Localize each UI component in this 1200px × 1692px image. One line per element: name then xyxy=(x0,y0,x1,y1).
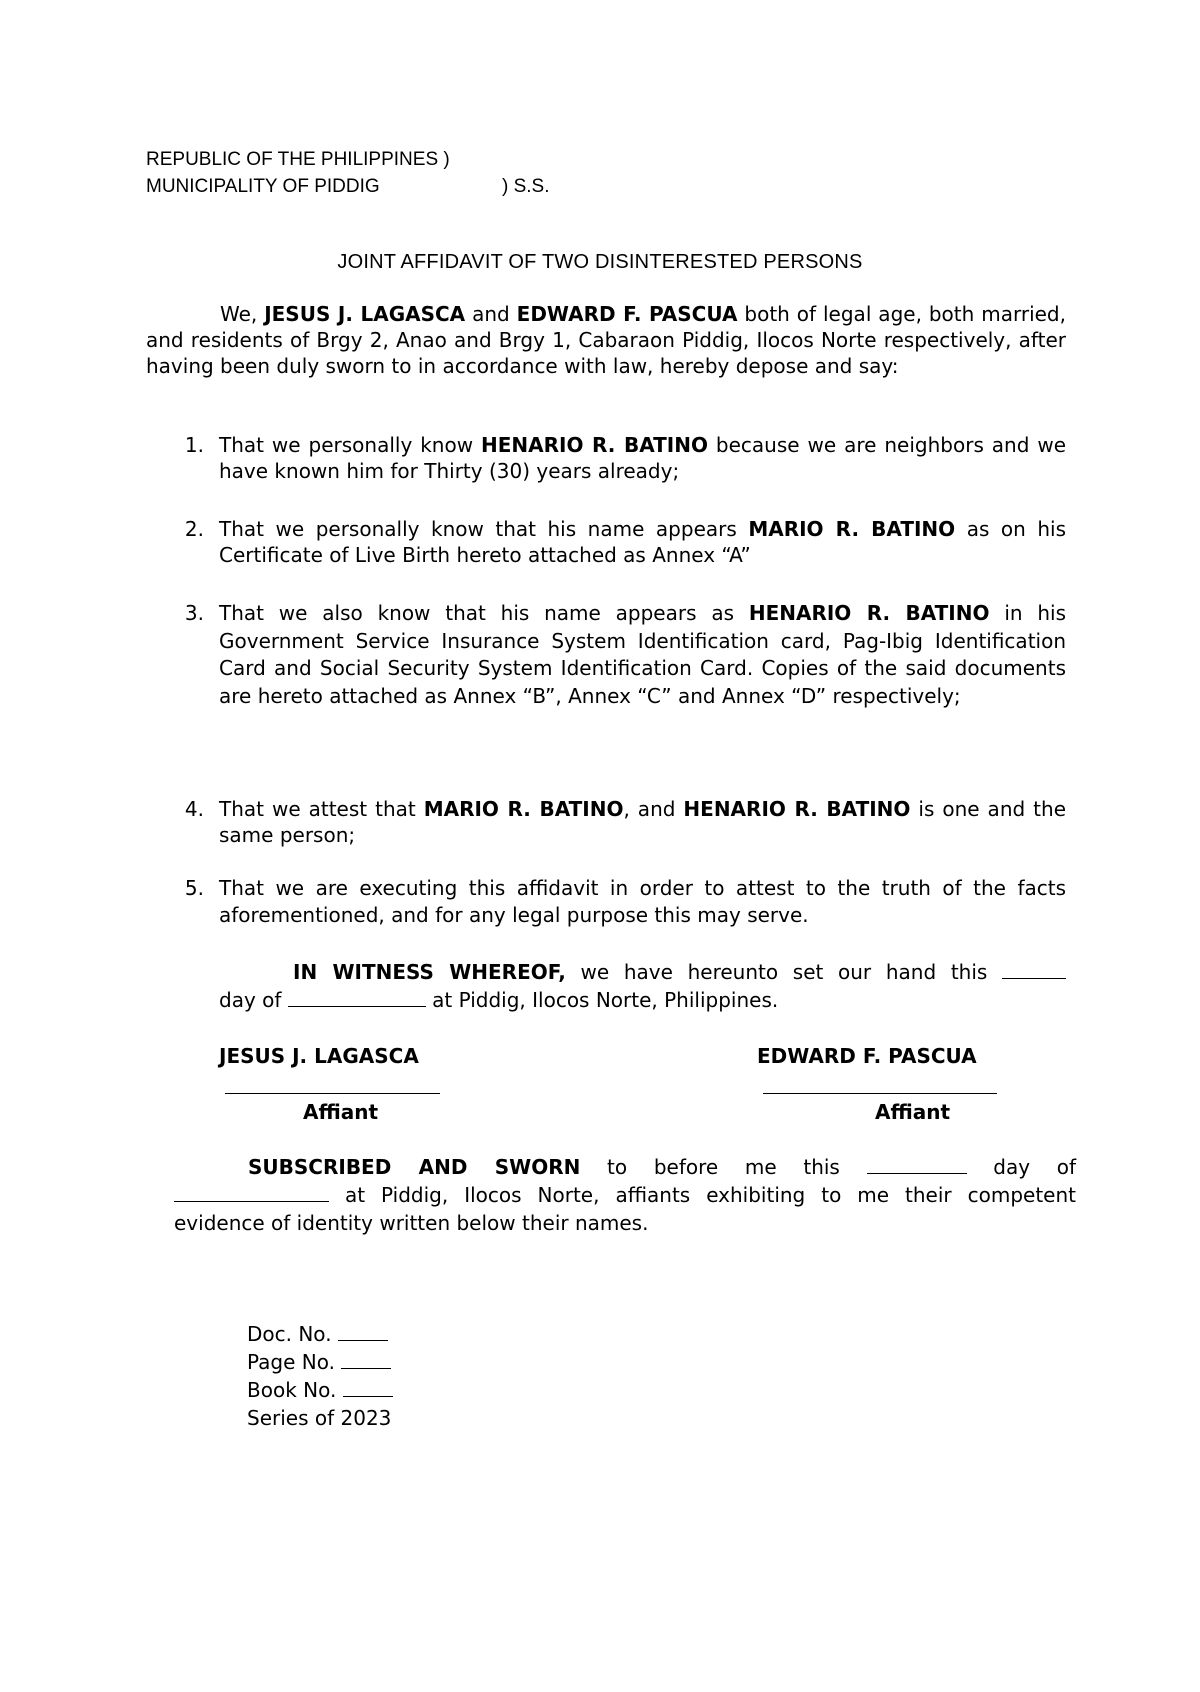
witness-day-blank xyxy=(1002,962,1066,979)
page-number-label: Page No. xyxy=(247,1350,335,1374)
page-number xyxy=(247,1349,391,1375)
intro-affiant-2: EDWARD F. PASCUA xyxy=(516,302,738,326)
list-item-1 xyxy=(219,432,1066,484)
signatory-left-role: Affiant xyxy=(303,1100,379,1124)
witness-text-1: we have hereunto set our hand this xyxy=(580,960,988,984)
intro-rest: both of legal age, both married, and residents of Brgy 2, Anao and Brgy 1, Cabaraon Piddig, Ilocos Norte respectively, after having been duly sworn to in accordance with law, hereby depose and say: xyxy=(146,302,1066,378)
jurat-line-1 xyxy=(248,1154,1076,1180)
page-number-blank xyxy=(341,1352,391,1369)
intro-and: and xyxy=(472,302,510,326)
item-4-text-a: That we attest that xyxy=(219,797,416,821)
item-3-name: HENARIO R. BATINO xyxy=(748,601,990,625)
intro-we: We, xyxy=(220,302,258,326)
jurat-month-blank xyxy=(174,1185,329,1202)
item-3-number: 3. xyxy=(184,601,204,625)
witness-text-2: day of xyxy=(219,988,282,1012)
item-1-text-b: because we are neighbors and we have known him for Thirty (30) years already; xyxy=(219,433,1067,483)
venue-municipality xyxy=(146,174,380,200)
witness-heading: IN WITNESS WHEREOF, xyxy=(293,960,566,984)
item-1-number: 1. xyxy=(184,433,204,457)
item-4-name-1: MARIO R. BATINO xyxy=(423,797,624,821)
item-4-text-b: , and xyxy=(623,797,676,821)
item-2-text-a: That we personally know that his name appears xyxy=(219,517,737,541)
item-5-text: That we are executing this affidavit in order to attest to the truth of the facts aforementioned, and for any legal purpose this may serve. xyxy=(219,876,1066,927)
item-2-name: MARIO R. BATINO xyxy=(748,517,956,541)
item-5-number: 5. xyxy=(184,876,204,900)
book-number xyxy=(247,1377,393,1403)
item-4-text-c: is one and the same person; xyxy=(219,797,1066,847)
jurat-heading: SUBSCRIBED AND SWORN xyxy=(248,1155,581,1179)
venue-ss: ) S.S. xyxy=(502,176,550,197)
doc-number xyxy=(247,1321,388,1347)
signature-line-right xyxy=(763,1093,997,1094)
signatory-right-name: EDWARD F. PASCUA xyxy=(757,1044,977,1068)
list-item-4 xyxy=(219,796,1066,848)
list-item-2 xyxy=(219,516,1066,568)
item-4-name-2: HENARIO R. BATINO xyxy=(683,797,911,821)
doc-number-blank xyxy=(338,1324,388,1341)
signature-line-left xyxy=(225,1093,440,1094)
signatory-left-name: JESUS J. LAGASCA xyxy=(219,1044,419,1068)
jurat-text-1: to before me this xyxy=(607,1155,840,1179)
item-3-text-b: in his Government Service Insurance System Identification card, Pag-Ibig Identification Card and Social Security System Identification Card. Copies of the said documents are hereto attached as Annex “B”, Annex “C” and Annex “D” respectively; xyxy=(219,601,1067,708)
venue-republic xyxy=(146,147,450,173)
item-1-name: HENARIO R. BATINO xyxy=(481,433,708,457)
item-2-text-b: as on his Certificate of Live Birth hereto attached as Annex “A” xyxy=(219,517,1066,567)
book-number-label: Book No. xyxy=(247,1378,337,1402)
item-3-text-a: That we also know that his name appears as xyxy=(219,601,734,625)
jurat-text-3: at Piddig, Ilocos Norte, affiants exhibiting to me their competent evidence of identity written below their names. xyxy=(174,1183,1077,1235)
doc-number-label: Doc. No. xyxy=(247,1322,332,1346)
jurat-day-blank xyxy=(867,1157,967,1174)
document-title: JOINT AFFIDAVIT OF TWO DISINTERESTED PERSONS xyxy=(337,251,863,273)
venue-republic-text: REPUBLIC OF THE PHILIPPINES xyxy=(146,149,439,170)
item-4-number: 4. xyxy=(184,797,204,821)
list-item-5 xyxy=(219,875,1066,929)
item-1-text-a: That we personally know xyxy=(219,433,474,457)
list-item-3 xyxy=(219,600,1066,710)
intro-paragraph xyxy=(146,301,1066,379)
item-2-number: 2. xyxy=(184,517,204,541)
jurat-continuation xyxy=(174,1181,1076,1237)
book-number-blank xyxy=(343,1380,393,1397)
series-year: Series of 2023 xyxy=(247,1406,392,1430)
intro-affiant-1: JESUS J. LAGASCA xyxy=(264,302,466,326)
signatory-right-role: Affiant xyxy=(875,1100,951,1124)
witness-line-1 xyxy=(293,959,1066,985)
jurat-text-2: day of xyxy=(993,1155,1077,1179)
venue-republic-mark: ) xyxy=(443,149,450,170)
witness-line-2 xyxy=(219,987,778,1013)
venue-municipality-text: MUNICIPALITY OF PIDDIG xyxy=(146,176,380,197)
witness-text-3: at Piddig, Ilocos Norte, Philippines. xyxy=(432,988,779,1012)
witness-month-blank xyxy=(288,990,426,1007)
